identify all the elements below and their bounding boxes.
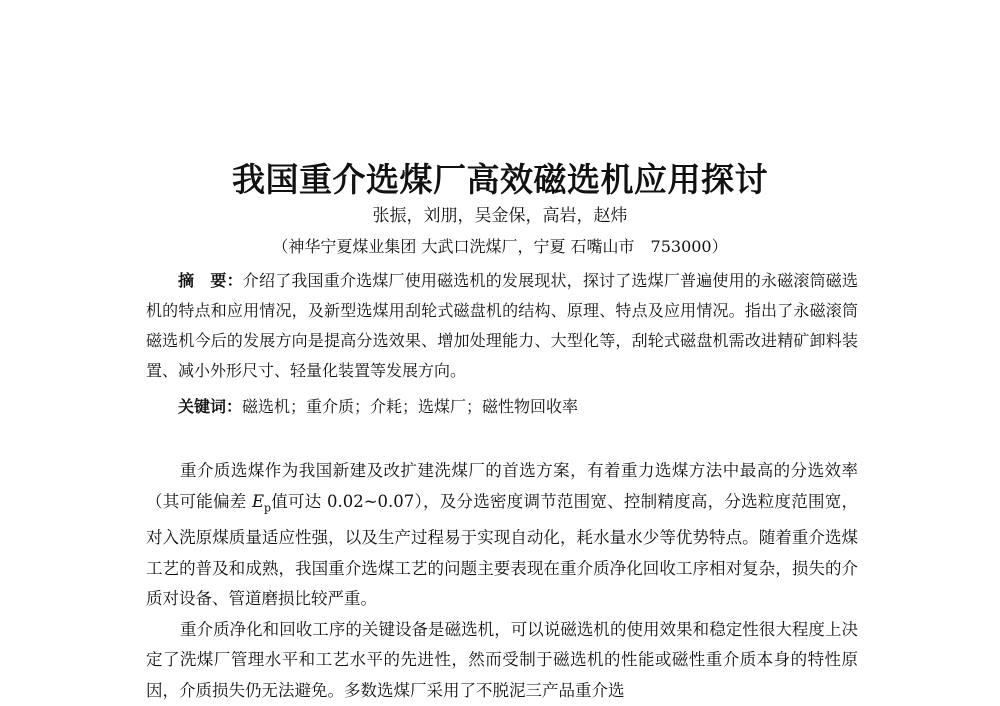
abstract bbox=[146, 266, 858, 386]
keywords-text: 磁选机；重介质；介耗；选煤厂；磁性物回收率 bbox=[242, 397, 579, 416]
body-text bbox=[146, 456, 858, 706]
keywords bbox=[178, 392, 858, 422]
body-paragraph-1 bbox=[146, 456, 858, 615]
paper-title: 我国重介选煤厂高效磁选机应用探讨 bbox=[232, 160, 768, 199]
affiliation: （神华宁夏煤业集团 大武口洗煤厂，宁夏 石嘴山市 753000） bbox=[272, 237, 728, 256]
body-paragraph-2: 重介质净化和回收工序的关键设备是磁选机，可以说磁选机的使用效果和稳定性很大程度上决定了洗煤厂管理水平和工艺水平的先进性，然而受制于磁选机的性能或磁性重介质本身的特性原因，介质损失仍无法避免。多数选煤厂采用了不脱泥三产品重介选 bbox=[146, 619, 858, 700]
keywords-label: 关键词： bbox=[178, 397, 243, 416]
variable-e: E bbox=[251, 491, 264, 511]
abstract-text: 介绍了我国重介选煤厂使用磁选机的发展现状，探讨了选煤厂普遍使用的永磁滚筒磁选机的特点和应用情况，及新型选煤用刮轮式磁盘机的结构、原理、特点及应用情况。指出了永磁滚筒磁选机今后的发展方向是提高分选效果、增加处理能力、大型化等，刮轮式磁盘机需改进精矿卸料装置、减小外形尺寸、轻量化装置等发展方向。 bbox=[146, 271, 858, 380]
abstract-label: 摘 要： bbox=[178, 271, 243, 290]
author-list: 张振，刘朋，吴金保，高岩，赵炜 bbox=[372, 206, 628, 226]
variable-subscript: p bbox=[263, 500, 272, 514]
body-paragraph-1-start: 重介质选煤作为我国新建及改扩建洗煤厂的首选方案，有着重力选煤方法中最高的分选效率（其可能偏差 bbox=[146, 461, 858, 511]
body-paragraph-1-end: 值可达 0.02~0.07），及分选密度调节范围宽、控制精度高，分选粒度范围宽，对入洗原煤质量适应性强，以及生产过程易于实现自动化，耗水量水少等优势特点。随着重介选煤工艺的普及和成熟，我国重介选煤工艺的问题主要表现在重介质净化回收工序相对复杂，损失的介质对设备、管道磨损比较严重。 bbox=[146, 491, 859, 609]
